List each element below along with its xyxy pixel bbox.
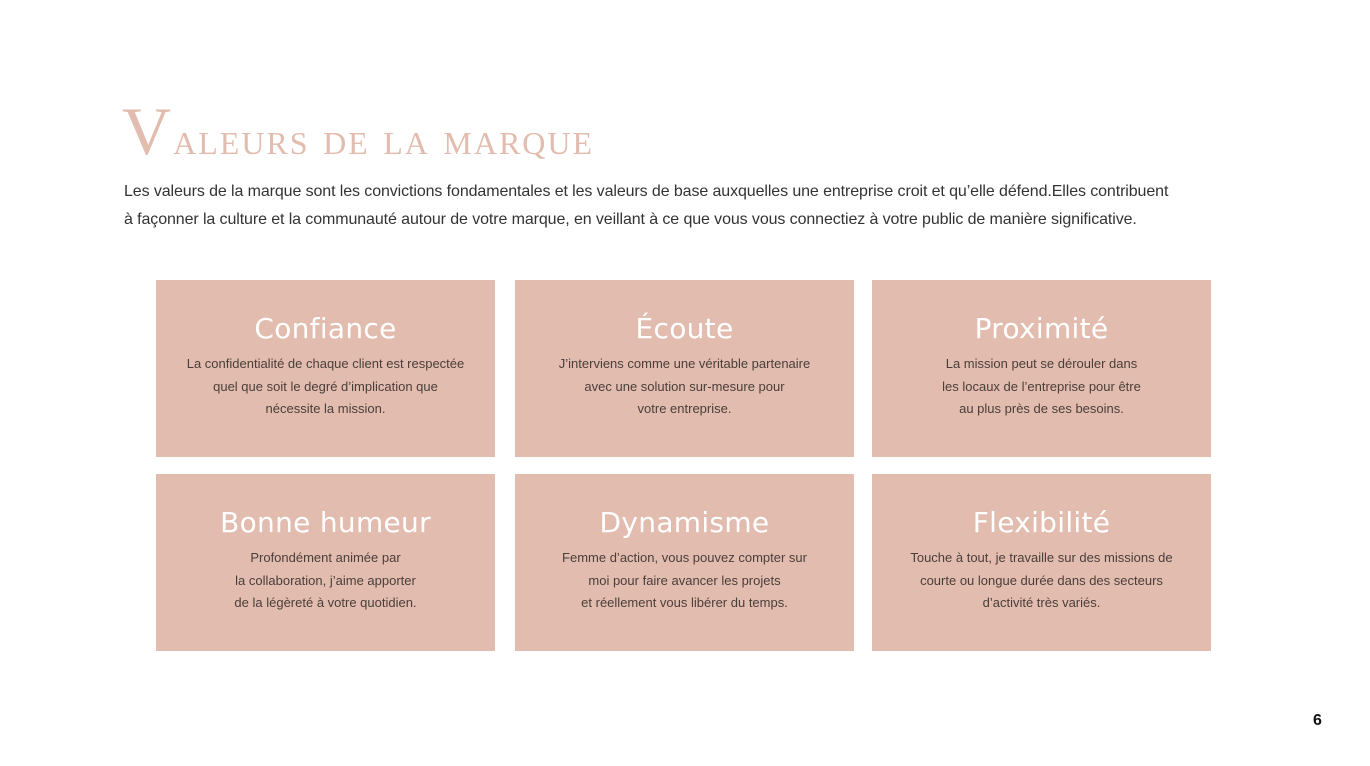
card-title: Dynamisme: [599, 506, 770, 539]
value-card-proximite: [872, 280, 1211, 457]
slide-title-rest: aleurs de la marque: [173, 113, 595, 164]
card-description-line: nécessite la mission.: [265, 401, 386, 416]
card-description-line: Femme d’action, vous pouvez compter sur: [562, 550, 807, 565]
card-description-line: moi pour faire avancer les projets: [588, 572, 781, 588]
card-description-line: de la légèreté à votre quotidien.: [234, 595, 417, 610]
intro-paragraph: [124, 178, 1204, 234]
card-description-line: au plus près de ses besoins.: [959, 401, 1124, 416]
card-description-line: les locaux de l’entreprise pour être: [942, 378, 1141, 394]
intro-line-1: Les valeurs de la marque sont les convictions fondamentales et les valeurs de base auxquelles une entreprise croit et qu’elle défend.Elles contribuent: [124, 183, 1169, 200]
value-card-confiance: [156, 280, 495, 457]
card-title: Confiance: [254, 312, 397, 345]
value-card-bonne-humeur: [156, 474, 495, 651]
card-description-line: Touche à tout, je travaille sur des missions de: [910, 550, 1173, 565]
value-card-flexibilite: [872, 474, 1211, 651]
value-card-dynamisme: [515, 474, 854, 651]
card-description-line: La mission peut se dérouler dans: [945, 356, 1138, 371]
card-description-line: quel que soit le degré d’implication que: [213, 378, 438, 394]
card-description-line: J’interviens comme une véritable partenaire: [558, 356, 811, 371]
slide-title: [122, 93, 595, 174]
card-description-line: La confidentialité de chaque client est respectée: [186, 356, 465, 371]
card-description-line: et réellement vous libérer du temps.: [581, 595, 788, 610]
card-title: Proximité: [974, 312, 1109, 345]
slide-title-initial: V: [122, 93, 174, 169]
card-description-line: courte ou longue durée dans des secteurs: [920, 572, 1163, 588]
card-title: Flexibilité: [972, 506, 1111, 539]
card-description-line: Profondément animée par: [250, 550, 401, 565]
value-card-ecoute: [515, 280, 854, 457]
card-description-line: votre entreprise.: [637, 401, 732, 416]
card-description-line: d’activité très variés.: [982, 595, 1101, 610]
page-number: 6: [1313, 712, 1322, 729]
intro-line-2: à façonner la culture et la communauté autour de votre marque, en veillant à ce que vous vous connectiez à votre public de manière significative.: [124, 211, 1137, 228]
card-title: Bonne humeur: [220, 506, 431, 539]
card-description-line: avec une solution sur-mesure pour: [584, 378, 785, 394]
card-title: Écoute: [635, 312, 734, 345]
card-description-line: la collaboration, j’aime apporter: [235, 572, 416, 588]
